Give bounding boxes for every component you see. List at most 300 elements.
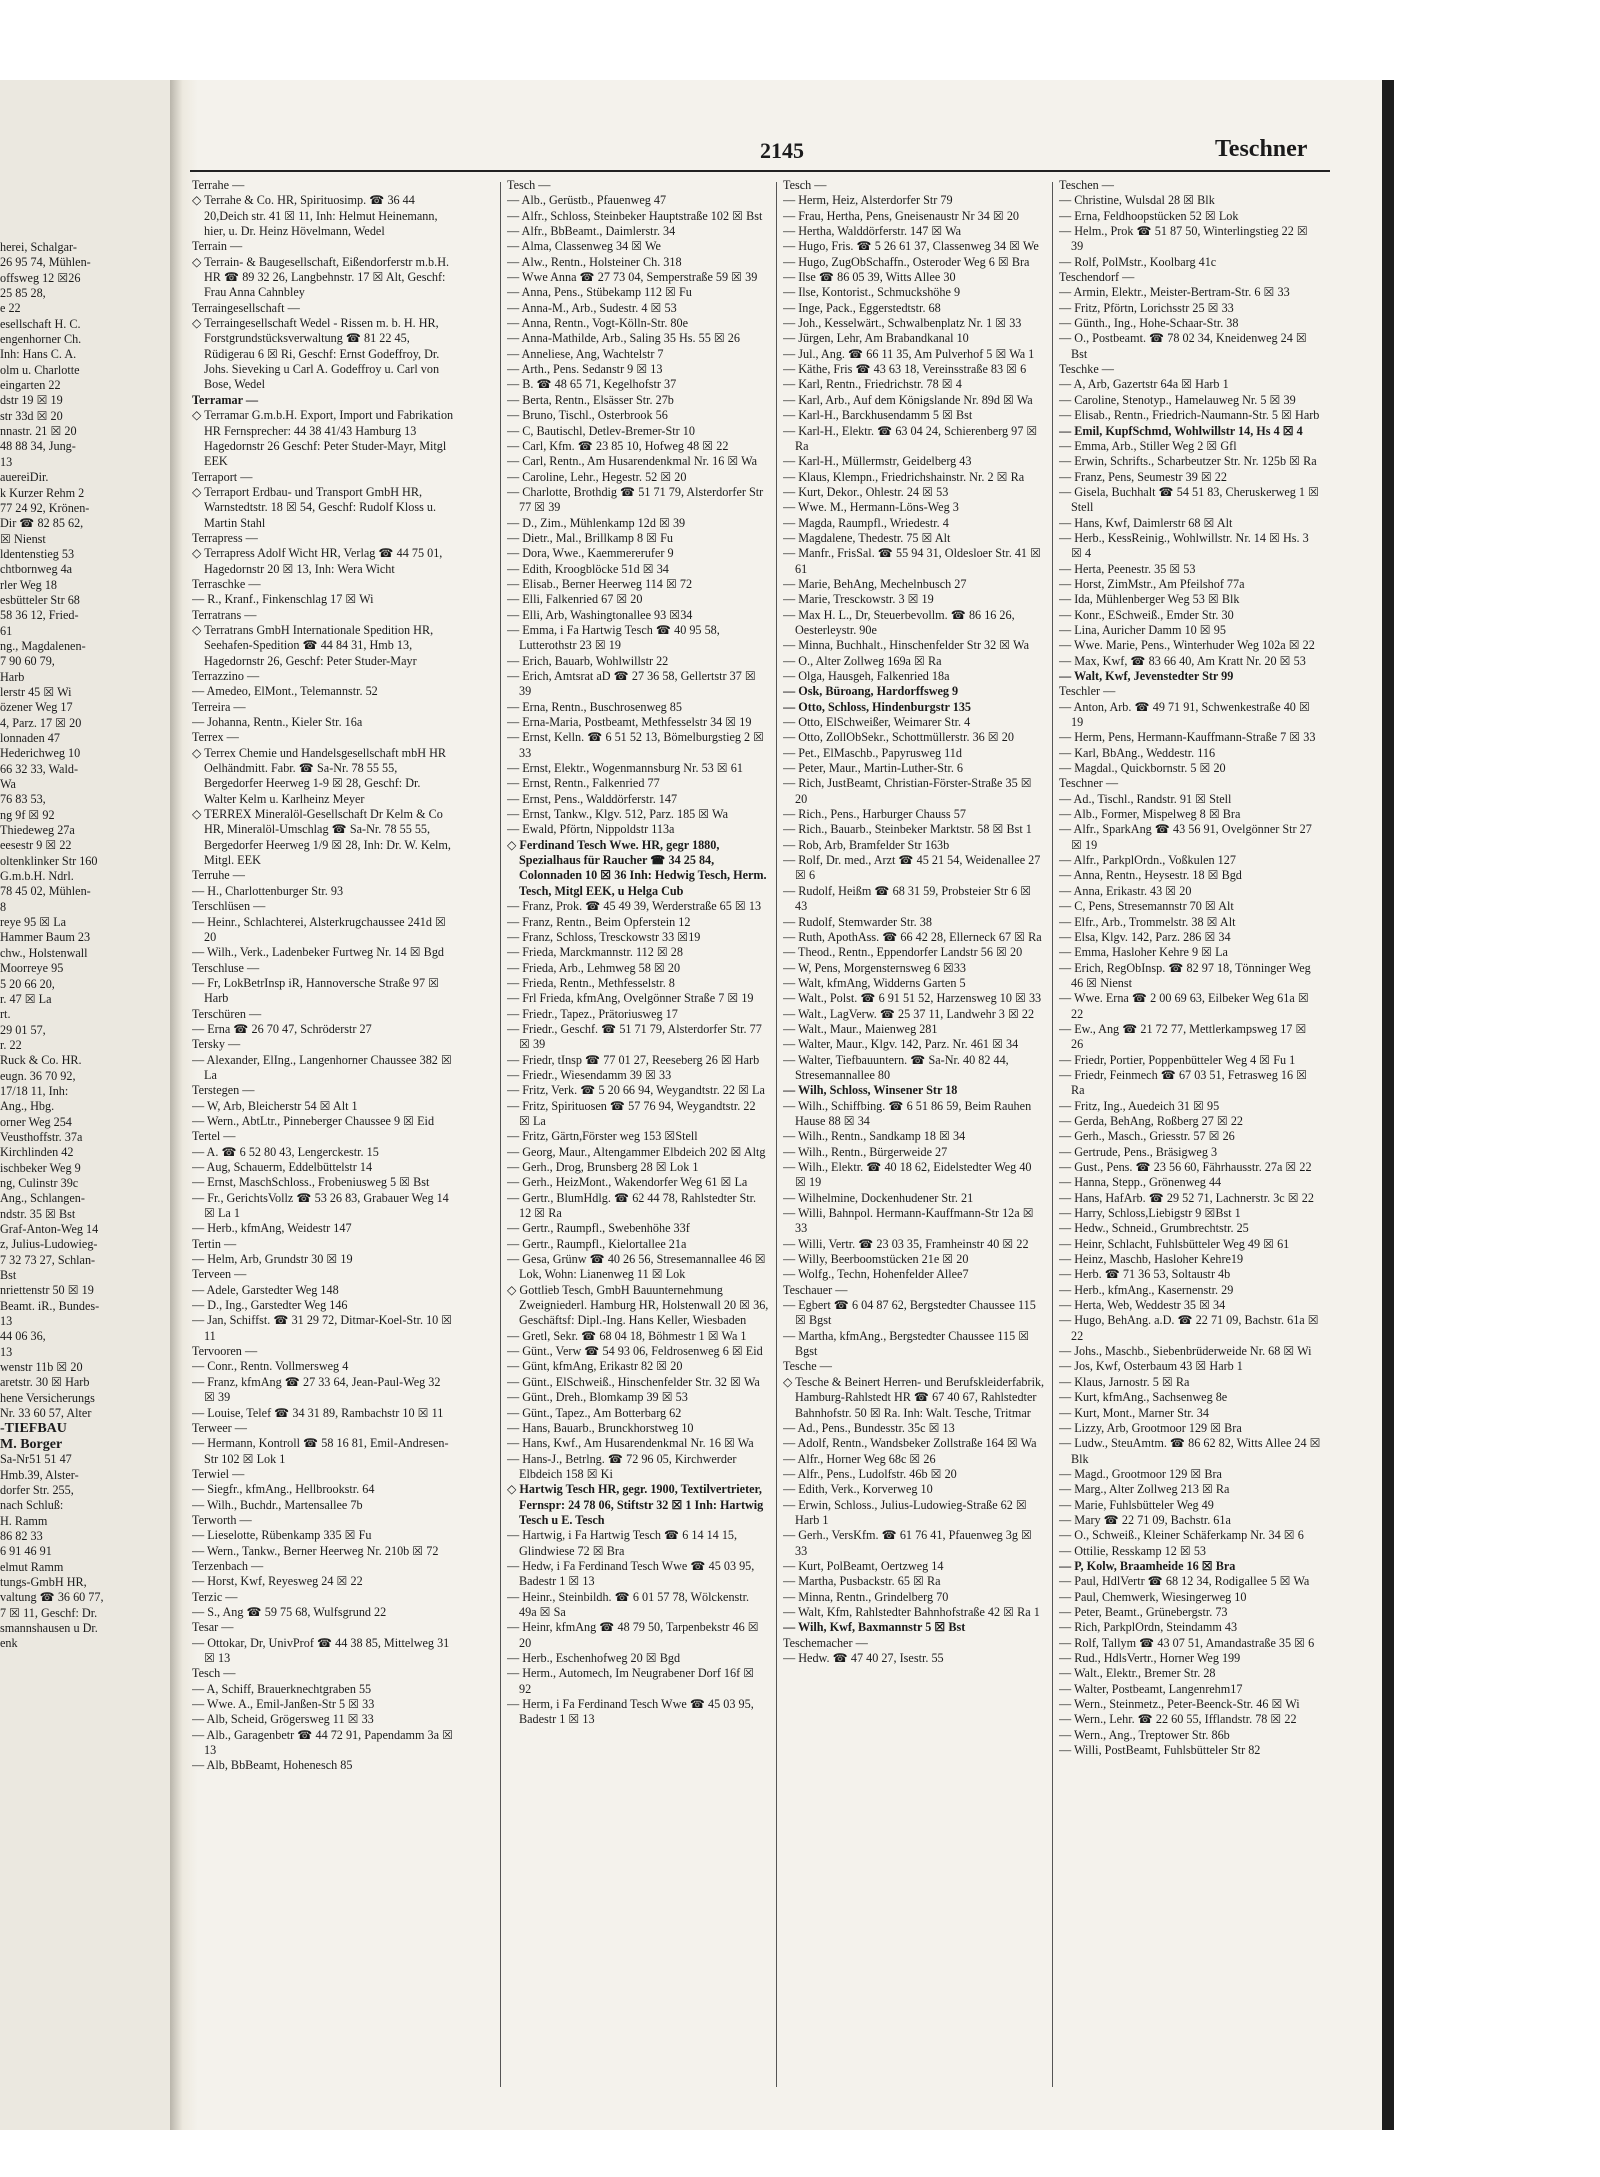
left-page-line: 86 82 33 [0, 1528, 43, 1543]
directory-heading: Terworth — [192, 1512, 252, 1527]
left-page-line: 8 [0, 899, 7, 914]
left-page-line: Sa-Nr51 51 47 [0, 1452, 72, 1467]
left-page-line: k Kurzer Rehm 2 [0, 485, 85, 500]
directory-heading: Teschner — [1059, 776, 1119, 791]
directory-entry: — Amedeo, ElMont., Telemannstr. 52 [192, 684, 378, 699]
directory-entry: — Frl Frieda, kfmAng, Ovelgönner Straße 7 ☒ 19 [507, 991, 754, 1006]
directory-entry: — Franz, Pens, Seumestr 39 ☒ 22 [1059, 469, 1227, 484]
directory-entry: — Wilh, Kwf, Baxmannstr 5 ☒ Bst [783, 1620, 966, 1635]
left-page-line: Hederichweg 10 [0, 746, 81, 761]
directory-entry: — Erich, Amtsrat aD ☎ 27 36 58, Gellertstr 37 ☒ 39 [507, 669, 756, 699]
directory-entry: — Osk, Büroang, Hardorffsweg 9 [783, 684, 959, 699]
directory-entry: — Jos, Kwf, Osterbaum 43 ☒ Harb 1 [1059, 1359, 1243, 1374]
directory-entry: — Ewald, Pförtn, Nippoldstr 113a [507, 822, 675, 837]
left-page-line: herei, Schalgar- [0, 240, 77, 254]
left-page-line: -TIEFBAU [0, 1421, 67, 1437]
directory-entry: — Wilh., Buchdr., Martensallee 7b [192, 1497, 363, 1512]
directory-entry: — Karl, Arb., Auf dem Königslande Nr. 89d ☒ Wa [783, 392, 1033, 407]
directory-entry: — Wilh., Rentn., Sandkamp 18 ☒ 34 [783, 1129, 966, 1144]
directory-entry: — Conr., Rentn. Vollmersweg 4 [192, 1359, 349, 1374]
directory-entry: — Elsa, Klgv. 142, Parz. 286 ☒ 34 [1059, 929, 1231, 944]
left-page-line: Ang., Hbg. [0, 1099, 55, 1114]
directory-entry: — Otto, Schloss, Hindenburgstr 135 [783, 699, 972, 714]
directory-entry: — Ernst, Tankw., Klgv. 512, Parz. 185 ☒ Wa [507, 807, 728, 822]
left-page-line: hene Versicherungs [0, 1390, 95, 1405]
directory-entry: — D., Zim., Mühlenkamp 12d ☒ 39 [507, 515, 686, 530]
directory-entry: — Hans, Bauarb., Brunckhorstweg 10 [507, 1420, 694, 1435]
directory-entry: — Magda, Raumpfl., Wriedestr. 4 [783, 515, 949, 530]
directory-entry: — Lieselotte, Rübenkamp 335 ☒ Fu [192, 1528, 372, 1543]
directory-entry: — Herb., KessReinig., Wohlwillstr. Nr. 14 ☒ Hs. 3 ☒ 4 [1059, 530, 1309, 561]
directory-entry: — Gerh., HeizMont., Wakendorfer Weg 61 ☒ La [507, 1175, 748, 1190]
directory-entry: — Hugo, ZugObSchaffn., Osteroder Weg 6 ☒ Bra [783, 254, 1030, 269]
directory-entry: — Carl, Rentn., Am Husarendenkmal Nr. 16 ☒ Wa [507, 454, 758, 469]
directory-entry: — Marie, BehAng, Mechelnbusch 27 [783, 576, 967, 591]
directory-entry: — Günth., Ing., Hohe-Schaar-Str. 38 [1059, 316, 1239, 331]
directory-entry: — W, Pens, Morgensternsweg 6 ☒33 [783, 960, 967, 975]
directory-entry: — Lina, Auricher Damm 10 ☒ 95 [1059, 622, 1226, 637]
directory-entry: — Wern., Lehr. ☎ 22 60 55, Ifflandstr. 78 ☒ 22 [1059, 1712, 1297, 1727]
left-page-line: 61 [0, 623, 13, 638]
left-page-line: wenstr 11b ☒ 20 [0, 1360, 83, 1375]
directory-entry: — Fr., GerichtsVollz ☎ 53 26 83, Grabauer Weg 14 ☒ La 1 [192, 1190, 449, 1221]
left-page-line: Graf-Anton-Weg 14 [0, 1222, 99, 1236]
left-page-line: Nr. 33 60 57, Alter [0, 1406, 92, 1421]
directory-entry: — Ida, Mühlenberger Weg 53 ☒ Blk [1059, 592, 1240, 607]
directory-entry: — Frieda, Arb., Lehmweg 58 ☒ 20 [507, 960, 681, 975]
left-page-line: ndstr. 35 ☒ Bst [0, 1206, 76, 1221]
directory-entry: — Louise, Telef ☎ 34 31 89, Rambachstr 10 ☒ 11 [192, 1405, 444, 1420]
directory-entry: — Wwe. A., Emil-Janßen-Str 5 ☒ 33 [192, 1697, 375, 1712]
left-page-line: 76 83 53, [0, 792, 46, 807]
directory-entry: — Gertr., BlumHdlg. ☎ 62 44 78, Rahlstedter Str. 12 ☒ Ra [507, 1190, 757, 1221]
directory-entry: — Dora, Wwe., Kaemmererufer 9 [507, 546, 674, 561]
directory-entry: — Willi, PostBeamt, Fuhlsbütteler Str 82 [1059, 1743, 1261, 1758]
directory-entry: — Aug, Schauerm, Eddelbüttelstr 14 [192, 1160, 373, 1174]
directory-entry: — Rich., Pens., Harburger Chauss 57 [783, 807, 966, 822]
directory-heading: Tesar — [192, 1620, 234, 1635]
directory-entry: — Elli, Falkenried 67 ☒ 20 [507, 592, 643, 607]
directory-entry: ◇ Terrahe & Co. HR, Spirituosimp. ☎ 36 44 20,Deich str. 41 ☒ 11, Inh: Helmut Heinemann, hier, u. Dr. Heinz Hövelmann, Wedel [192, 193, 438, 239]
left-page-line: enk [0, 1636, 18, 1651]
directory-heading: Teschen — [1059, 178, 1114, 192]
left-page-line: Wa [0, 777, 16, 792]
directory-entry: — Walt., Elektr., Bremer Str. 28 [1059, 1666, 1216, 1681]
directory-entry: — Alw., Rentn., Holsteiner Ch. 318 [507, 254, 682, 269]
directory-entry: — Gertr., Raumpfl., Swebenhöhe 33f [507, 1221, 690, 1236]
directory-entry: — O., Schweiß., Kleiner Schäferkamp Nr. 34 ☒ 6 [1059, 1528, 1304, 1543]
directory-entry: — Karl-H., Barckhusendamm 5 ☒ Bst [783, 408, 973, 423]
left-page-line: Moorreye 95 [0, 961, 64, 976]
directory-entry: — Kurt, PolBeamt, Oertzweg 14 [783, 1558, 944, 1573]
left-page-line: orner Weg 254 [0, 1114, 72, 1129]
directory-entry: — Walt, Kfm, Rahlstedter Bahnhofstraße 42 ☒ Ra 1 [783, 1604, 1040, 1619]
directory-entry: ◇ Terraingesellschaft Wedel - Rissen m. b. H. HR, Forstgrundstücksverwaltung ☎ 81 22 45, Rüdigerau 6 ☒ Ri, Geschf: Ernst Godeffroy, Dr. Johs. Sieveking u Carl A. Godeffroy u. Carl von Bose, Wedel [192, 316, 440, 392]
directory-entry: — Klaus, Jarnostr. 5 ☒ Ra [1059, 1374, 1190, 1389]
directory-entry: — Fritz, Ing., Auedeich 31 ☒ 95 [1059, 1098, 1220, 1113]
directory-entry: — Otto, ZollObSekr., Schottmüllerstr. 36 ☒ 20 [783, 730, 1014, 745]
directory-entry: — Rud., HdlsVertr., Horner Weg 199 [1059, 1651, 1241, 1665]
left-page-line: nriettenstr 50 ☒ 19 [0, 1283, 94, 1298]
directory-entry: — Jan, Schiffst. ☎ 31 29 72, Ditmar-Koel-Str. 10 ☒ 11 [192, 1313, 453, 1343]
directory-entry: — Elfr., Arb., Trommelstr. 38 ☒ Alt [1059, 914, 1236, 929]
directory-entry: — Alb, Scheid, Grögersweg 11 ☒ 33 [192, 1712, 374, 1727]
directory-entry: — Günt., ElSchweiß., Hinschenfelder Str. 32 ☒ Wa [507, 1374, 760, 1389]
directory-heading: Tesche — [783, 1359, 832, 1374]
directory-entry: — Gretl, Sekr. ☎ 68 04 18, Böhmestr 1 ☒ Wa 1 [507, 1328, 747, 1343]
directory-entry: — Elisab., Rentn., Friedrich-Naumann-Str. 5 ☒ Harb [1059, 408, 1320, 423]
directory-entry: — Wwe. Erna ☎ 2 00 69 63, Eilbeker Weg 61a ☒ 22 [1059, 991, 1309, 1021]
directory-entry: — Günt., Tapez., Am Botterbarg 62 [507, 1405, 682, 1420]
left-page-line: H. Ramm [0, 1513, 48, 1528]
left-page-line: elmut Ramm [0, 1559, 64, 1574]
left-page-line: olm u. Charlotte [0, 362, 80, 377]
directory-entry: — Erich, Bauarb, Wohlwillstr 22 [507, 653, 669, 668]
directory-heading: Tervooren — [192, 1344, 258, 1359]
left-page-line: 7 32 73 27, Schlan- [0, 1252, 96, 1267]
directory-entry: — Fr, LokBetrInsp iR, Hannoversche Straße 97 ☒ Harb [192, 975, 440, 1006]
left-page-line: ng, Culinstr 39c [0, 1175, 79, 1190]
directory-entry: — Anna, Rentn., Vogt-Kölln-Str. 80e [507, 316, 689, 331]
directory-entry: — Anna-M., Arb., Sudestr. 4 ☒ 53 [507, 300, 677, 315]
directory-entry: — Klaus, Klempn., Friedrichshainstr. Nr. 2 ☒ Ra [783, 469, 1025, 484]
directory-entry: — Wilh, Schloss, Winsener Str 18 [783, 1083, 958, 1098]
directory-entry: — Hanna, Stepp., Grönenweg 44 [1059, 1175, 1222, 1190]
directory-heading: Terzic — [192, 1589, 238, 1604]
directory-entry: — Johanna, Rentn., Kieler Str. 16a [192, 715, 363, 730]
directory-entry: — Erna ☎ 26 70 47, Schröderstr 27 [192, 1021, 372, 1036]
left-page-line: z, Julius-Ludowieg- [0, 1237, 98, 1252]
left-page-line: nnastr. 21 ☒ 20 [0, 424, 77, 439]
directory-entry: — P, Kolw, Braamheide 16 ☒ Bra [1059, 1558, 1236, 1573]
left-page-line: Inh: Hans C. A. [0, 347, 77, 362]
directory-heading: Terrain — [192, 239, 243, 254]
directory-entry: — Kurt, kfmAng., Sachsenweg 8e [1059, 1390, 1228, 1405]
column-divider [1052, 182, 1053, 2087]
directory-entry: — Minna, Rentn., Grindelberg 70 [783, 1589, 949, 1604]
directory-entry: — Gisela, Buchhalt ☎ 54 51 83, Cheruskerweg 1 ☒ Stell [1059, 484, 1319, 515]
directory-entry: — Erna, Rentn., Buschrosenweg 85 [507, 699, 682, 714]
left-page-line: 25 85 28, [0, 286, 46, 301]
directory-entry: — Alma, Classenweg 34 ☒ We [507, 239, 661, 254]
directory-entry: — Ad., Tischl., Randstr. 91 ☒ Stell [1059, 791, 1232, 806]
directory-entry: — Rob, Arb, Bramfelder Str 163b [783, 837, 950, 852]
directory-heading: Terraport — [192, 469, 253, 484]
directory-heading: Teschendorf — [1059, 270, 1135, 285]
directory-entry: — B. ☎ 48 65 71, Kegelhofstr 37 [507, 377, 677, 392]
directory-entry: — Max, Kwf, ☎ 83 66 40, Am Kratt Nr. 20 ☒ 53 [1059, 653, 1306, 668]
directory-entry: — Erich, RegObInsp. ☎ 82 97 18, Tönninger Weg 46 ☒ Nienst [1059, 960, 1311, 990]
directory-entry: ◇ Ferdinand Tesch Wwe. HR, gegr 1880, Spezialhaus für Raucher ☎ 34 25 84, Colonnaden 10 ☒ 36 Inh: Hedwig Tesch, Herm. Tesch, Mitgl EEK, u Helga Cub [507, 837, 767, 898]
left-page-line: Veusthoffstr. 37a [0, 1129, 83, 1144]
directory-entry: — Hans-J., Betrlng. ☎ 72 96 05, Kirchwerder Elbdeich 158 ☒ Ki [507, 1451, 737, 1481]
directory-entry: — Wolfg., Techn, Hohenfelder Allee7 [783, 1267, 969, 1282]
directory-entry: — Mary ☎ 22 71 09, Bachstr. 61a [1059, 1512, 1231, 1527]
directory-entry: — Wilh., Verk., Ladenbeker Furtweg Nr. 14 ☒ Bgd [192, 945, 445, 960]
directory-entry: ◇ Tesche & Beinert Herren- und Berufskleiderfabrik, Hamburg-Rahlstedt HR ☎ 67 40 67, Rahlstedter Bahnhofstr. 50 ☒ Ra. Inh: Walt. Tesche, Tritmar [783, 1374, 1045, 1420]
left-page-line: 7 ☒ 11, Geschf: Dr. [0, 1605, 98, 1620]
directory-heading: Terruhe — [192, 868, 245, 883]
directory-entry: — Rudolf, Stemwarder Str. 38 [783, 914, 932, 929]
left-page-line: Thiedeweg 27a [0, 823, 75, 838]
directory-entry: — Ilse ☎ 86 05 39, Witts Allee 30 [783, 270, 956, 285]
directory-heading: Terweer — [192, 1420, 247, 1435]
directory-column-1 [192, 178, 454, 2093]
directory-entry: — Martha, Pusbackstr. 65 ☒ Ra [783, 1574, 941, 1589]
directory-entry: — Günt, kfmAng, Erikastr 82 ☒ 20 [507, 1359, 683, 1374]
left-page-line: nach Schluß: [0, 1498, 64, 1513]
left-page-line: 5 20 66 20, [0, 976, 55, 991]
directory-entry: — Willi, Vertr. ☎ 23 03 35, Framheinstr 40 ☒ 22 [783, 1236, 1029, 1251]
left-page-line: 26 95 74, Mühlen- [0, 255, 91, 270]
directory-entry: — Willy, Beerboomstücken 21e ☒ 20 [783, 1252, 969, 1267]
directory-entry: — Günt., Verw ☎ 54 93 06, Feldrosenweg 6 ☒ Eid [507, 1344, 763, 1359]
directory-entry: — Walt, kfmAng, Widderns Garten 5 [783, 975, 966, 990]
directory-entry: — Emma, i Fa Hartwig Tesch ☎ 40 95 58, Lutterothstr 23 ☒ 19 [507, 622, 720, 653]
directory-entry: — Wwe Anna ☎ 27 73 04, Semperstraße 59 ☒ 39 [507, 270, 758, 285]
directory-entry: — H., Charlottenburger Str. 93 [192, 883, 344, 898]
left-page-line: valtung ☎ 36 60 77, [0, 1590, 104, 1605]
directory-entry: — A. ☎ 6 52 80 43, Lengerckestr. 15 [192, 1144, 379, 1159]
directory-entry: — Martha, kfmAng., Bergstedter Chaussee 115 ☒ Bgst [783, 1328, 1030, 1359]
directory-entry: — Marg., Alter Zollweg 213 ☒ Ra [1059, 1482, 1230, 1497]
left-page-line: G.m.b.H. Ndrl. [0, 869, 74, 884]
directory-entry: — Hugo, Fris. ☎ 5 26 61 37, Classenweg 34 ☒ We [783, 239, 1039, 254]
left-page-line: r. 22 [0, 1037, 22, 1052]
left-page-line: Bst [0, 1268, 17, 1283]
directory-entry: — Franz, kfmAng ☎ 27 33 64, Jean-Paul-Weg 32 ☒ 39 [192, 1374, 441, 1405]
page-edge-shadow [1382, 80, 1394, 2130]
directory-entry: ◇ Terrex Chemie und Handelsgesellschaft mbH HR Oelhändmitt. Fabr. ☎ Sa-Nr. 78 55 55, Bergedorfer Heerweg 1-9 ☒ 28, Geschf: Dr. Walter Kelm u. Karlheinz Meyer [192, 745, 447, 806]
directory-entry: — Lizzy, Arb, Grootmoor 129 ☒ Bra [1059, 1420, 1242, 1435]
directory-entry: — Adolf, Rentn., Wandsbeker Zollstraße 164 ☒ Wa [783, 1436, 1037, 1451]
directory-entry: — Rudolf, Heißm ☎ 68 31 59, Probsteier Str 6 ☒ 43 [783, 883, 1032, 914]
directory-entry: — Rolf, Tallym ☎ 43 07 51, Amandastraße 35 ☒ 6 [1059, 1635, 1315, 1650]
directory-entry: — Wwe. M., Hermann-Löns-Weg 3 [783, 500, 959, 515]
left-page-line: 13 [0, 1344, 13, 1359]
directory-heading: Terrazzino — [192, 669, 260, 683]
directory-entry: — Wern., Ang., Treptower Str. 86b [1059, 1727, 1230, 1742]
directory-heading: Tertin — [192, 1236, 237, 1251]
directory-heading: Terrapress — [192, 530, 258, 545]
left-page-line: rler Weg 18 [0, 577, 58, 592]
directory-entry: — Herb., Eschenhofweg 20 ☒ Bgd [507, 1651, 681, 1665]
directory-entry: — Willi, Bahnpol. Hermann-Kauffmann-Str 12a ☒ 33 [783, 1206, 1034, 1236]
directory-entry: — S., Ang ☎ 59 75 68, Wulfsgrund 22 [192, 1604, 387, 1619]
column-divider [776, 182, 777, 2087]
directory-entry: — Caroline, Stenotyp., Hamelauweg Nr. 5 ☒ 39 [1059, 392, 1296, 407]
directory-entry: — Frau, Hertha, Pens, Gneisenaustr Nr 34 ☒ 20 [783, 208, 1020, 223]
left-page-line: rt. [0, 1007, 11, 1022]
directory-entry: — Wern., Tankw., Berner Heerweg Nr. 210b ☒ 72 [192, 1543, 439, 1558]
directory-entry: — Wwe. Marie, Pens., Winterhuder Weg 102a ☒ 22 [1059, 638, 1315, 653]
directory-entry: — Karl-H., Elektr. ☎ 63 04 24, Schierenberg 97 ☒ Ra [783, 423, 1038, 453]
left-page-line: 17/18 11, Inh: [0, 1083, 69, 1098]
directory-entry: — Jul., Ang. ☎ 66 11 35, Am Pulverhof 5 ☒ Wa 1 [783, 346, 1035, 361]
directory-entry: — Siegfr., kfmAng., Hellbrookstr. 64 [192, 1482, 375, 1497]
directory-entry: — Herm, Pens, Hermann-Kauffmann-Straße 7 ☒ 33 [1059, 730, 1316, 745]
directory-entry: — Elli, Arb, Washingtonallee 93 ☒34 [507, 607, 693, 622]
directory-entry: — R., Kranf., Finkenschlag 17 ☒ Wi [192, 592, 374, 607]
directory-entry: — Gust., Pens. ☎ 23 56 60, Fährhausstr. 27a ☒ 22 [1059, 1160, 1312, 1174]
directory-entry: — Walt, Kwf, Jevenstedter Str 99 [1059, 669, 1234, 683]
directory-entry: — Karl, Rentn., Friedrichstr. 78 ☒ 4 [783, 377, 962, 392]
directory-entry: — Kurt, Mont., Marner Str. 34 [1059, 1405, 1209, 1420]
directory-heading: Terramar — [192, 392, 259, 407]
directory-heading: Terzenbach — [192, 1558, 264, 1573]
directory-entry: — Alb., Garagenbetr ☎ 44 72 91, Papendamm 3a ☒ 13 [192, 1727, 454, 1758]
directory-entry: — Alb, BbBeamt, Hohenesch 85 [192, 1758, 353, 1773]
directory-entry: — Heinr, kfmAng ☎ 48 79 50, Tarpenbekstr 46 ☒ 20 [507, 1620, 759, 1650]
left-page-line: 66 32 33, Wald- [0, 761, 79, 776]
directory-entry: — Alb., Gerüstb., Pfauenweg 47 [507, 193, 667, 208]
directory-entry: — Alfr., SparkAng ☎ 43 56 91, Ovelgönner Str 27 ☒ 19 [1059, 822, 1312, 852]
directory-entry: — Gerda, BehAng, Roßberg 27 ☒ 22 [1059, 1113, 1244, 1128]
left-page-line: aretstr. 30 ☒ Harb [0, 1375, 90, 1390]
directory-entry: — Karl-H., Müllermstr, Geidelberg 43 [783, 454, 972, 469]
left-page-line: offsweg 12 ☒26 [0, 270, 81, 285]
directory-entry: — Hugo, BehAng. a.D. ☎ 22 71 09, Bachstr. 61a ☒ 22 [1059, 1313, 1319, 1343]
directory-heading: Terratrans — [192, 607, 257, 622]
directory-entry: ◇ Terrapress Adolf Wicht HR, Verlag ☎ 44 75 01, Hagedornstr 20 ☒ 13, Inh: Wera Wicht [192, 546, 443, 576]
directory-entry: — Magdalene, Thedestr. 75 ☒ Alt [783, 530, 951, 545]
directory-entry: — Hedw., Schneid., Grumbrechtstr. 25 [1059, 1221, 1249, 1236]
left-page-line: lerstr 45 ☒ Wi [0, 684, 72, 699]
directory-entry: — Alfr., BbBeamt., Daimlerstr. 34 [507, 224, 676, 239]
directory-entry: — Friedr., Geschf. ☎ 51 71 79, Alsterdorfer Str. 77 ☒ 39 [507, 1021, 762, 1052]
left-page-line: ischbeker Weg 9 [0, 1160, 81, 1175]
left-page-line: str 33d ☒ 20 [0, 408, 63, 423]
directory-heading: Terrex — [192, 730, 239, 745]
directory-entry: — Ottokar, Dr, UnivProf ☎ 44 38 85, Mittelweg 31 ☒ 13 [192, 1635, 450, 1665]
directory-entry: ◇ Terratrans GmbH Internationale Spedition HR, Seehafen-Spedition ☎ 44 84 31, Hmb 13, Hagedornstr 26, Geschf: Peter Studer-Mayr [192, 622, 434, 668]
directory-entry: ◇ Gottlieb Tesch, GmbH Bauunternehmung Zweigniederl. Hamburg HR, Holstenwall 20 ☒ 36, Geschäftsf: Dipl.-Ing. Hans Keller, Wiesbaden [507, 1282, 769, 1328]
directory-entry: — O., Postbeamt. ☎ 78 02 34, Kneidenweg 24 ☒ Bst [1059, 331, 1307, 361]
page-number: 2145 [760, 138, 804, 163]
directory-entry: — Herta, Peenestr. 35 ☒ 53 [1059, 561, 1196, 576]
left-page-line: reye 95 ☒ La [0, 915, 67, 930]
directory-entry: — Käthe, Fris ☎ 43 63 18, Vereinsstraße 83 ☒ 6 [783, 362, 1027, 377]
directory-entry: — Edith, Verk., Korverweg 10 [783, 1482, 933, 1497]
directory-entry: — Armin, Elektr., Meister-Bertram-Str. 6 ☒ 33 [1059, 285, 1290, 300]
directory-entry: — Hertha, Walddörferstr. 147 ☒ Wa [783, 224, 962, 239]
directory-entry: — Peter, Maur., Martin-Luther-Str. 6 [783, 761, 964, 776]
directory-entry: — Heinr, Schlacht, Fuhlsbütteler Weg 49 ☒ 61 [1059, 1236, 1290, 1251]
directory-entry: — Wilh., Schiffbing. ☎ 6 51 86 59, Beim Rauhen Hause 88 ☒ 34 [783, 1098, 1032, 1128]
directory-entry: — Berta, Rentn., Elsässer Str. 27b [507, 392, 674, 407]
directory-entry: — Herb. ☎ 71 36 53, Soltaustr 4b [1059, 1267, 1231, 1282]
directory-entry: — Emma, Arb., Stiller Weg 2 ☒ Gfl [1059, 438, 1237, 453]
directory-entry: — Wilh., Elektr. ☎ 40 18 62, Eidelstedter Weg 40 ☒ 19 [783, 1160, 1032, 1190]
directory-entry: — A, Schiff, Brauerknechtgraben 55 [192, 1681, 372, 1696]
directory-entry: — Max H. L., Dr, Steuerbevollm. ☎ 86 16 26, Oesterleystr. 90e [783, 607, 1015, 637]
directory-heading: Teschemacher — [783, 1635, 868, 1650]
directory-heading: Terstegen — [192, 1083, 255, 1098]
directory-entry: — Anton, Arb. ☎ 49 71 91, Schwenkestraße 40 ☒ 19 [1059, 699, 1310, 730]
left-page-line: M. Borger [0, 1436, 63, 1452]
directory-entry: — Herb., kfmAng., Kasernenstr. 29 [1059, 1282, 1234, 1297]
directory-entry: — Anna, Erikastr. 43 ☒ 20 [1059, 883, 1192, 898]
left-page-line: eugn. 36 70 92, [0, 1068, 76, 1083]
directory-entry: — Wilhelmine, Dockenhudener Str. 21 [783, 1190, 974, 1205]
left-page-line: eesestr 9 ☒ 22 [0, 838, 72, 853]
left-page-line: Ruck & Co. HR. [0, 1053, 82, 1068]
directory-entry: — Franz, Schloss, Tresckowstr 33 ☒19 [507, 929, 701, 944]
directory-entry: — C, Pens, Stresemannstr 70 ☒ Alt [1059, 899, 1234, 914]
directory-entry: — Hedw. ☎ 47 40 27, Isestr. 55 [783, 1651, 944, 1665]
left-page-line: esellschaft H. C. [0, 316, 81, 331]
directory-entry: — Bruno, Tischl., Osterbrook 56 [507, 408, 668, 423]
directory-entry: — Ew., Ang ☎ 21 72 77, Mettlerkampsweg 17 ☒ 26 [1059, 1021, 1307, 1052]
directory-entry: — Anna, Rentn., Heysestr. 18 ☒ Bgd [1059, 868, 1242, 883]
directory-entry: — Walter, Postbeamt, Langenrehm17 [1059, 1681, 1243, 1696]
directory-entry: ◇ Terraport Erdbau- und Transport GmbH HR, Warnstedtstr. 18 ☒ 54, Geschf: Rudolf Kloss u. Martin Stahl [192, 484, 437, 530]
directory-entry: — Günt., Dreh., Blomkamp 39 ☒ 53 [507, 1390, 688, 1405]
directory-entry: — Alfr., ParkplOrdn., Voßkulen 127 [1059, 853, 1236, 868]
directory-entry: — Joh., Kesselwärt., Schwalbenplatz Nr. 1 ☒ 33 [783, 316, 1022, 331]
directory-entry: — Anna-Mathilde, Arb., Saling 35 Hs. 55 ☒ 26 [507, 331, 740, 346]
directory-entry: — Franz, Prok. ☎ 45 49 39, Werderstraße 65 ☒ 13 [507, 899, 762, 914]
directory-entry: — Alfr., Schloss, Steinbeker Hauptstraße 102 ☒ Bst [507, 208, 763, 223]
directory-heading: Tesch — [507, 178, 551, 192]
left-page-line: dstr 19 ☒ 19 [0, 393, 63, 408]
directory-entry: — Gertrude, Pens., Bräsigweg 3 [1059, 1144, 1218, 1159]
directory-entry: — Fritz, Spirituosen ☎ 57 76 94, Weygandtstr. 22 ☒ La [507, 1098, 756, 1128]
left-page-line: Harb [0, 669, 25, 684]
directory-entry: — Ernst, Elektr., Wogenmannsburg Nr. 53 ☒ 61 [507, 761, 743, 776]
directory-entry: — Anna, Pens., Stübekamp 112 ☒ Fu [507, 285, 692, 300]
header-rule [190, 170, 1330, 172]
directory-heading: Tesch — [783, 178, 827, 192]
directory-entry: — Herm, Heiz, Alsterdorfer Str 79 [783, 193, 953, 208]
directory-entry: — Rich, ParkplOrdn, Steindamm 43 [1059, 1620, 1238, 1635]
directory-entry: — Olga, Hausgeh, Falkenried 18a [783, 669, 950, 683]
directory-heading: Terreira — [192, 699, 246, 714]
left-page-line: lonnaden 47 [0, 731, 60, 745]
left-page-line: 13 [0, 1314, 13, 1329]
directory-entry: — Alb., Former, Mispelweg 8 ☒ Bra [1059, 807, 1241, 822]
directory-entry: — Rolf, Dr. med., Arzt ☎ 45 21 54, Weidenallee 27 ☒ 6 [783, 853, 1041, 883]
left-page-line: esbütteler Str 68 [0, 592, 80, 607]
directory-entry: — Friedr, tInsp ☎ 77 01 27, Reeseberg 26 ☒ Harb [507, 1052, 760, 1067]
directory-entry: — Wilh., Rentn., Bürgerweide 27 [783, 1144, 948, 1159]
directory-column-2 [507, 178, 769, 2093]
directory-entry: — Magd., Grootmoor 129 ☒ Bra [1059, 1466, 1222, 1481]
directory-heading: Tersky — [192, 1037, 241, 1052]
directory-entry: — Friedr., Wiesendamm 39 ☒ 33 [507, 1067, 672, 1082]
directory-entry: — Rich, JustBeamt, Christian-Förster-Straße 35 ☒ 20 [783, 776, 1032, 806]
directory-entry: — Johs., Maschb., Siebenbrüderweide Nr. 68 ☒ Wi [1059, 1344, 1312, 1359]
directory-entry: — Minna, Buchhalt., Hinschenfelder Str 32 ☒ Wa [783, 638, 1029, 653]
left-page-line: 29 01 57, [0, 1022, 46, 1037]
directory-entry: — Konr., ESchweiß., Emder Str. 30 [1059, 607, 1234, 622]
left-page-line: 44 06 36, [0, 1329, 46, 1344]
directory-entry: — Herb., kfmAng, Weidestr 147 [192, 1221, 352, 1236]
directory-column-3 [783, 178, 1045, 2093]
directory-entry: — Helm., Prok ☎ 51 87 50, Winterlingstieg 22 ☒ 39 [1059, 224, 1308, 254]
left-page-line: 58 36 12, Fried- [0, 608, 79, 623]
directory-entry: — Adele, Garstedter Weg 148 [192, 1282, 339, 1297]
left-page-line: chtbornweg 4a [0, 562, 73, 577]
directory-entry: — Erna-Maria, Postbeamt, Methfesselstr 34 ☒ 19 [507, 715, 752, 730]
directory-heading: Terrahe — [192, 178, 245, 192]
directory-entry: — Hermann, Kontroll ☎ 58 16 81, Emil-Andresen-Str 102 ☒ Lok 1 [192, 1436, 449, 1466]
directory-entry: — Heinr., Steinbildh. ☎ 6 01 57 78, Wölckenstr. 49a ☒ Sa [507, 1589, 750, 1619]
directory-entry: — Franz, Rentn., Beim Opferstein 12 [507, 914, 691, 929]
directory-entry: ◇ Terramar G.m.b.H. Export, Import und Fabrikation HR Fernsprecher: 44 38 41/43 Hamburg 13 Hagedornstr 26 Geschf: Peter Studer-Mayr, Mitgl EEK [192, 408, 454, 469]
directory-entry: — Peter, Beamt., Grünebergstr. 73 [1059, 1604, 1228, 1619]
directory-entry: — Ilse, Kontorist., Schmuckshöhe 9 [783, 285, 961, 300]
